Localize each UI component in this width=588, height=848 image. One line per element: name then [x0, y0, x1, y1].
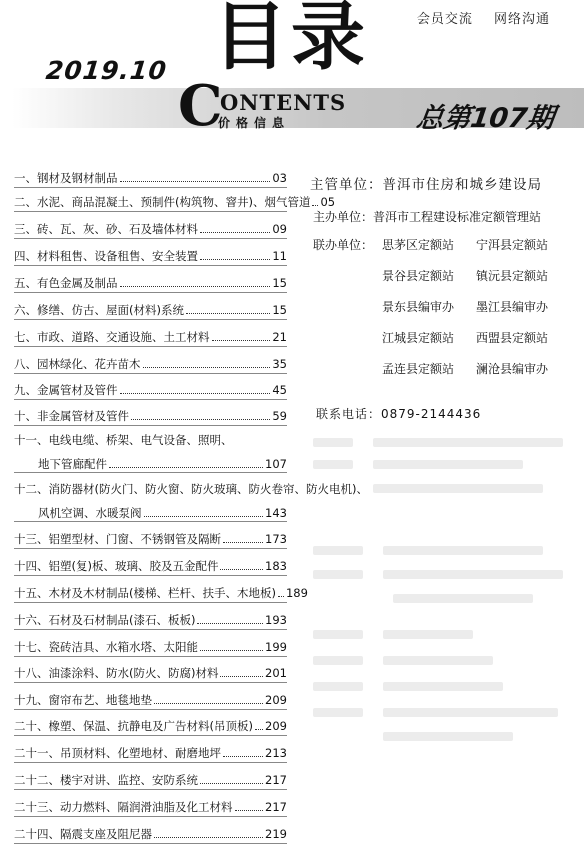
toc-entry-title: 二十一、吊顶材料、化塑地材、耐磨地坪	[14, 746, 221, 760]
co-organizer-unit: 江城县定额站	[382, 331, 455, 345]
toc-line	[14, 382, 287, 398]
toc-line	[14, 585, 308, 601]
toc-entry-title: 十四、铝塑(复)板、玻璃、胶及五金配件	[14, 559, 219, 573]
toc-entry-title: 二十、橡塑、保温、抗静电及广告材料(吊顶板)	[14, 719, 253, 733]
dot-leader	[220, 569, 263, 570]
contents-word: ONTENTS	[220, 90, 347, 115]
contact-phone: 联系电话：0879-2144436	[316, 407, 482, 421]
toc-line	[14, 194, 336, 210]
co-organizer-unit: 墨江县编审办	[476, 300, 549, 314]
dot-leader	[144, 516, 264, 517]
toc-entry-title: 二十四、隔震支座及阻尼器	[14, 827, 152, 841]
dot-leader	[200, 259, 270, 260]
toc-entry-title: 一、钢材及钢材制品	[14, 171, 118, 185]
toc-divider	[14, 682, 287, 683]
toc-entry-title: 地下管廊配件	[38, 457, 107, 471]
faded-text-area	[313, 438, 573, 748]
toc-line	[14, 718, 287, 734]
toc-entry-title: 七、市政、道路、交通设施、土工材料	[14, 330, 210, 344]
toc-divider	[14, 399, 287, 400]
toc-entry-title: 十一、电线电缆、桥架、电气设备、照明、	[14, 433, 233, 447]
toc-divider	[14, 319, 287, 320]
toc-entry[interactable]	[14, 692, 287, 708]
toc-line	[14, 558, 287, 574]
toc-entry[interactable]	[14, 799, 287, 815]
network-communication-link[interactable]: 网络沟通	[493, 12, 550, 27]
dot-leader	[223, 756, 263, 757]
dot-leader	[220, 676, 263, 677]
toc-page-number: 213	[265, 746, 287, 760]
co-organizer-unit: 西盟县定额站	[476, 331, 549, 345]
toc-page-number: 183	[265, 559, 287, 573]
toc-page-number: 217	[265, 800, 287, 814]
dot-leader	[200, 783, 263, 784]
toc-line	[14, 612, 287, 628]
co-organizer-label: 联办单位：	[313, 238, 374, 252]
co-organizer-unit: 澜沧县编审办	[476, 362, 549, 376]
toc-divider	[14, 425, 287, 426]
toc-entry[interactable]	[14, 665, 287, 681]
toc-entry-title: 十五、木材及木材制品(楼梯、栏杆、扶手、木地板)	[14, 586, 276, 600]
toc-page-number: 59	[272, 409, 287, 423]
toc-entry[interactable]	[14, 639, 287, 655]
toc-entry[interactable]	[14, 170, 287, 186]
dot-leader	[312, 205, 318, 206]
toc-page-number: 03	[272, 171, 287, 185]
toc-page-number: 15	[272, 276, 287, 290]
toc-page-number: 11	[272, 249, 287, 263]
toc-entry[interactable]	[14, 329, 287, 345]
toc-entry[interactable]	[14, 558, 287, 574]
toc-line	[14, 665, 287, 681]
toc-divider	[14, 843, 287, 844]
toc-page-number: 21	[272, 330, 287, 344]
toc-entry-title: 二十三、动力燃料、隔润滑油脂及化工材料	[14, 800, 233, 814]
dot-leader	[154, 703, 263, 704]
toc-page-number: 199	[265, 640, 287, 654]
toc-entry[interactable]	[14, 432, 287, 472]
toc-line	[14, 275, 287, 291]
co-organizer-unit: 宁洱县定额站	[476, 238, 549, 252]
toc-divider	[14, 762, 287, 763]
toc-line	[14, 799, 287, 815]
toc-line	[14, 170, 287, 186]
toc-line	[14, 826, 287, 842]
toc-entry-title: 四、材料租售、设备租售、安全装置	[14, 249, 198, 263]
toc-divider	[14, 292, 287, 293]
dot-leader	[131, 419, 270, 420]
dot-leader	[255, 729, 263, 730]
toc-entry[interactable]	[14, 302, 287, 318]
toc-entry-title: 六、修缮、仿古、屋面(材料)系统	[14, 303, 184, 317]
toc-divider	[14, 709, 287, 710]
toc-entry[interactable]	[14, 826, 287, 842]
toc-entry-title: 十三、铝塑型材、门窗、不锈钢管及隔断	[14, 532, 221, 546]
toc-divider	[14, 521, 287, 522]
toc-page-number: 219	[265, 827, 287, 841]
toc-divider	[14, 816, 287, 817]
toc-page-number: 107	[265, 457, 287, 471]
toc-entry-title: 风机空调、水暖泵阀	[38, 506, 142, 520]
toc-divider	[14, 575, 287, 576]
toc-divider	[14, 238, 287, 239]
dot-leader	[143, 367, 271, 368]
dot-leader	[197, 623, 263, 624]
page-title: 目录	[213, 0, 369, 80]
toc-entry[interactable]	[14, 531, 287, 547]
top-links	[417, 8, 550, 27]
toc-page-number: 201	[265, 666, 287, 680]
toc-entry[interactable]	[14, 585, 308, 601]
dot-leader	[200, 650, 263, 651]
co-organizer-unit: 思茅区定额站	[382, 238, 455, 252]
toc-page-number: 209	[265, 693, 287, 707]
toc-page-number: 09	[272, 222, 287, 236]
contents-initial: C	[178, 73, 223, 139]
dot-leader	[200, 232, 270, 233]
toc-line	[14, 456, 287, 472]
toc-entry[interactable]	[14, 194, 336, 210]
dot-leader	[235, 810, 264, 811]
toc-entry-title: 十九、窗帘布艺、地毯地垫	[14, 693, 152, 707]
toc-page-number: 143	[265, 506, 287, 520]
dot-leader	[186, 313, 270, 314]
toc-entry[interactable]	[14, 221, 287, 237]
toc-line	[14, 745, 287, 761]
toc-page-number: 173	[265, 532, 287, 546]
dot-leader	[154, 837, 263, 838]
toc-line	[14, 692, 287, 708]
dot-leader	[120, 286, 271, 287]
co-organizer-unit: 孟连县定额站	[382, 362, 455, 376]
toc-page-number: 45	[272, 383, 287, 397]
toc-divider	[14, 472, 287, 473]
toc-entry-title: 十二、消防器材(防火门、防火窗、防火玻璃、防火卷帘、防火电机)、	[14, 482, 368, 496]
toc-entry-title: 八、园林绿化、花卉苗木	[14, 357, 141, 371]
toc-entry[interactable]	[14, 772, 287, 788]
supervising-unit: 主管单位：普洱市住房和城乡建设局	[310, 177, 542, 193]
toc-entry-title: 二十二、楼宇对讲、监控、安防系统	[14, 773, 198, 787]
toc-entry-title: 十、非金属管材及管件	[14, 409, 129, 423]
co-organizer-unit: 景谷县定额站	[382, 269, 455, 283]
toc-divider	[14, 656, 287, 657]
dot-leader	[120, 181, 271, 182]
toc-page-number: 217	[265, 773, 287, 787]
toc-divider	[14, 602, 287, 603]
toc-divider	[14, 789, 287, 790]
toc-line	[14, 221, 287, 237]
toc-entry[interactable]	[14, 745, 287, 761]
toc-divider	[14, 548, 287, 549]
toc-page-number: 15	[272, 303, 287, 317]
toc-divider	[14, 346, 287, 347]
toc-entry[interactable]	[14, 356, 287, 372]
toc-entry[interactable]	[14, 612, 287, 628]
toc-page-number: 35	[272, 357, 287, 371]
toc-entry-title: 九、金属管材及管件	[14, 383, 118, 397]
toc-page-number: 189	[285, 586, 308, 600]
toc-divider	[14, 211, 287, 212]
toc-line	[14, 408, 287, 424]
toc-page-number: 05	[320, 195, 336, 209]
dot-leader	[278, 596, 284, 597]
toc-entry-title: 三、砖、瓦、灰、砂、石及墙体材料	[14, 222, 198, 236]
toc-divider	[14, 187, 287, 188]
co-organizer-unit: 镇沅县定额站	[476, 269, 549, 283]
toc-line	[14, 505, 287, 521]
dot-leader	[212, 340, 271, 341]
host-unit: 主办单位：普洱市工程建设标准定额管理站	[313, 210, 542, 224]
toc-entry-title: 二、水泥、商品混凝土、预制件(构筑物、窨井)、烟气管道	[14, 195, 311, 209]
toc-entry[interactable]	[14, 718, 287, 734]
dot-leader	[223, 542, 263, 543]
toc-entry-title: 十八、油漆涂料、防水(防火、防腐)材料	[14, 666, 219, 680]
toc-divider	[14, 373, 287, 374]
co-organizer-unit: 景东县编审办	[382, 300, 455, 314]
toc-line	[14, 639, 287, 655]
dot-leader	[109, 467, 263, 468]
toc-entry[interactable]	[14, 248, 287, 264]
toc-line	[14, 329, 287, 345]
dot-leader	[120, 393, 271, 394]
toc-line	[14, 248, 287, 264]
issue-number: 总第107期	[414, 103, 556, 134]
toc-entry[interactable]	[14, 481, 368, 521]
contents-subtitle: 价格信息	[218, 116, 291, 130]
member-exchange-link[interactable]: 会员交流	[416, 12, 473, 27]
toc-entry[interactable]	[14, 382, 287, 398]
toc-divider	[14, 629, 287, 630]
toc-entry-title: 五、有色金属及制品	[14, 276, 118, 290]
toc-divider	[14, 265, 287, 266]
toc-line	[14, 356, 287, 372]
toc-divider	[14, 735, 287, 736]
toc-entry-title: 十六、石材及石材制品(漆石、板板)	[14, 613, 196, 627]
toc-line	[14, 772, 287, 788]
toc-page-number: 193	[265, 613, 287, 627]
issue-date: 2019.10	[44, 56, 169, 85]
toc-line	[14, 531, 287, 547]
toc-page-number: 209	[265, 719, 287, 733]
toc-entry[interactable]	[14, 275, 287, 291]
toc-entry-title: 十七、瓷砖洁具、水箱水塔、太阳能	[14, 640, 198, 654]
toc-entry[interactable]	[14, 408, 287, 424]
toc-line	[14, 302, 287, 318]
